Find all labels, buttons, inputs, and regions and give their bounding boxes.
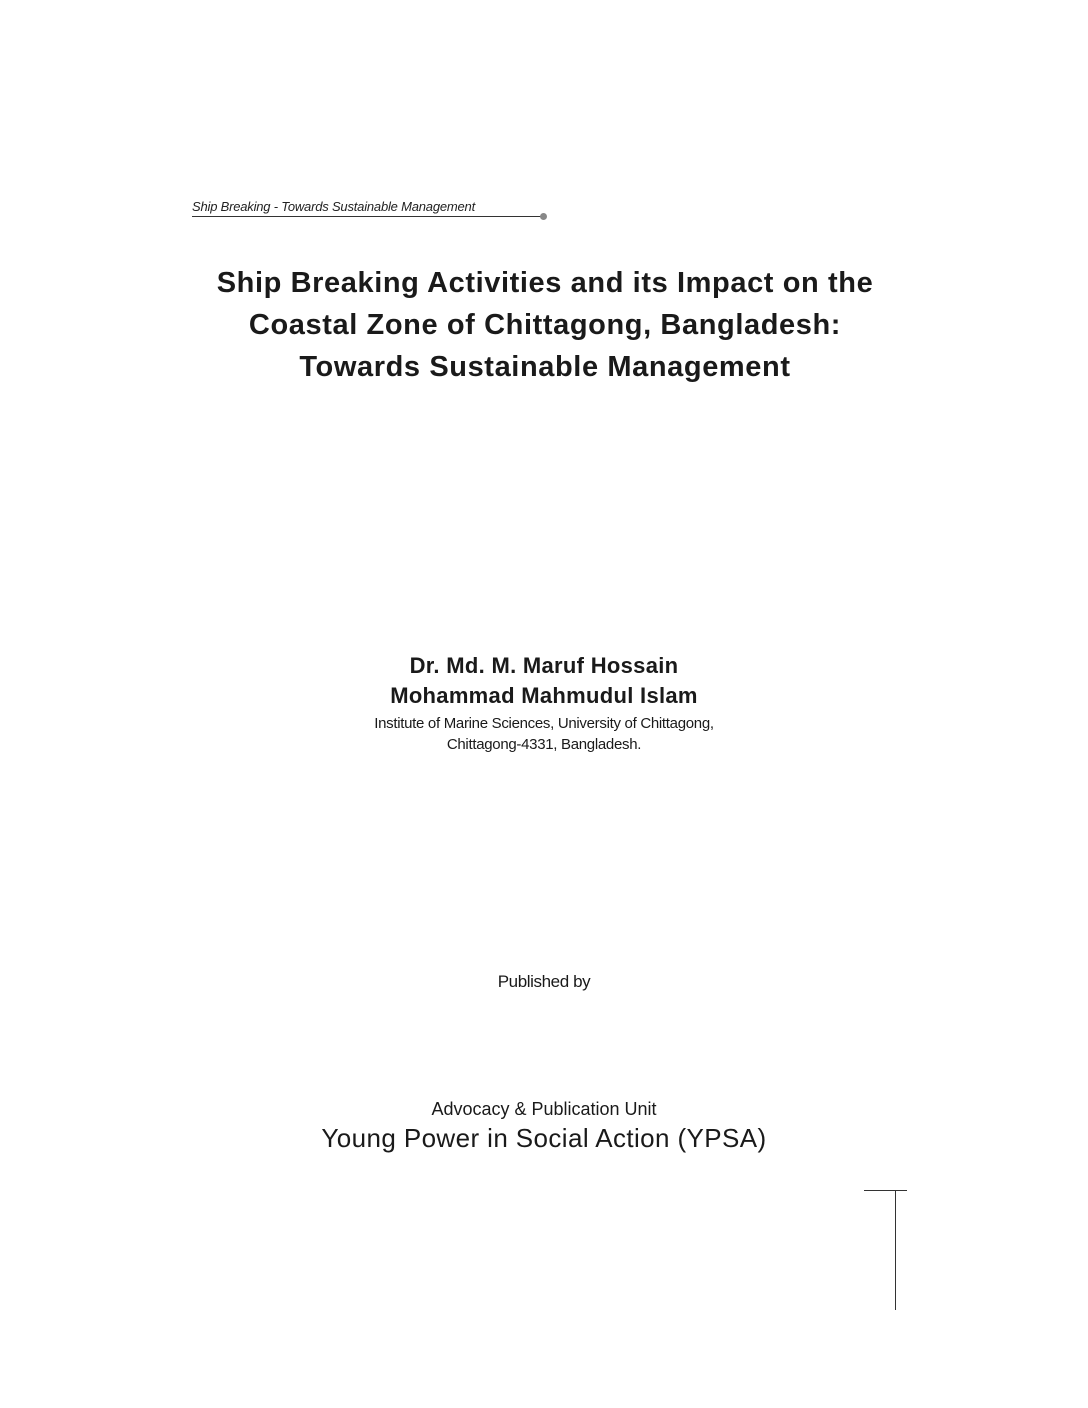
published-by-label: Published by (497, 972, 591, 991)
crop-mark-horizontal (864, 1190, 907, 1191)
author-name-2: Mohammad Mahmudul Islam (390, 683, 698, 708)
affiliation-line-1: Institute of Marine Sciences, University of Chittagong, (374, 715, 714, 732)
running-header-dot (540, 213, 547, 220)
running-header-rule (192, 216, 542, 217)
affiliation-line-2: Chittagong-4331, Bangladesh. (446, 736, 642, 753)
publisher-block (244, 1096, 844, 1154)
author-name-1: Dr. Md. M. Maruf Hossain (409, 653, 679, 678)
running-header (192, 199, 547, 215)
title-line-2: Coastal Zone of Chittagong, Bangladesh: (248, 309, 842, 341)
publisher-unit: Advocacy & Publication Unit (431, 1099, 657, 1119)
author-block (244, 651, 844, 755)
document-title (140, 262, 950, 388)
title-line-1: Ship Breaking Activities and its Impact on the (216, 267, 874, 299)
title-line-3: Towards Sustainable Management (299, 351, 791, 383)
publisher-name: Young Power in Social Action (YPSA) (321, 1123, 767, 1153)
running-header-text: Ship Breaking - Towards Sustainable Management (192, 199, 475, 214)
crop-mark-vertical (895, 1190, 896, 1310)
